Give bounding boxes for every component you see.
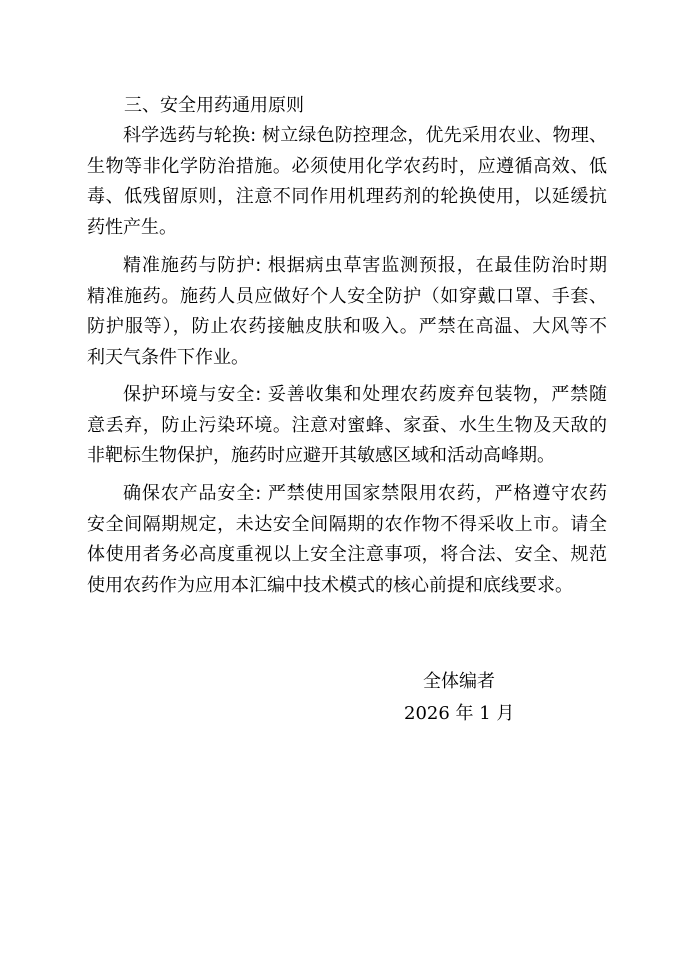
signature-author: 全体编者 <box>423 671 495 692</box>
paragraph-line: 意丢弃，防止污染环境。注意对蜜蜂、家蚕、水生生物及天敌的 <box>87 414 607 436</box>
paragraph-lead: 精准施药与防护: <box>123 255 262 276</box>
paragraph-environment-protection <box>87 380 607 472</box>
paragraph-line: 药性产生。 <box>87 216 177 238</box>
paragraph-line: 利天气条件下作业。 <box>87 346 249 368</box>
paragraph-lead: 保护环境与安全: <box>123 384 262 405</box>
paragraph-line <box>87 251 607 282</box>
paragraph-line: 体使用者务必高度重视以上安全注意事项，将合法、安全、规范 <box>87 544 607 565</box>
paragraph-lead: 确保农产品安全: <box>123 483 262 504</box>
paragraph-text: 根据病虫草害监测预报，在最佳防治时期 <box>261 255 607 276</box>
paragraph-line <box>87 380 607 411</box>
paragraph-line: 毒、低残留原则，注意不同作用机理药剂的轮换使用，以延缓抗 <box>87 186 607 207</box>
paragraph-line: 非靶标生物保护，施药时应避开其敏感区域和活动高峰期。 <box>87 445 555 466</box>
paragraph-text: 严禁使用国家禁限用农药，严格遵守农药 <box>261 483 607 504</box>
paragraph-text: 妥善收集和处理农药废弃包装物，严禁随 <box>261 384 607 405</box>
paragraph-scientific-selection <box>87 121 607 243</box>
paragraph-line: 防护服等），防止农药接触皮肤和吸入。严禁在高温、大风等不 <box>87 316 607 337</box>
paragraph-line: 生物等非化学防治措施。必须使用化学农药时，应遵循高效、低 <box>87 155 607 177</box>
paragraph-product-safety <box>87 479 607 601</box>
paragraph-precise-application <box>87 251 607 373</box>
paragraph-line <box>87 121 607 152</box>
section-heading: 三、安全用药通用原则 <box>124 95 304 116</box>
paragraph-line: 安全间隔期规定，未达安全间隔期的农作物不得采收上市。请全 <box>87 513 607 535</box>
paragraph-lead: 科学选药与轮换: <box>123 125 257 146</box>
signature-date: 2026 年 1 月 <box>404 703 515 724</box>
paragraph-text: 树立绿色防控理念，优先采用农业、物理、 <box>256 125 607 146</box>
paragraph-line: 精准施药。施药人员应做好个人安全防护（如穿戴口罩、手套、 <box>87 285 607 307</box>
paragraph-line: 使用农药作为应用本汇编中技术模式的核心前提和底线要求。 <box>87 574 573 596</box>
paragraph-line <box>87 479 607 510</box>
